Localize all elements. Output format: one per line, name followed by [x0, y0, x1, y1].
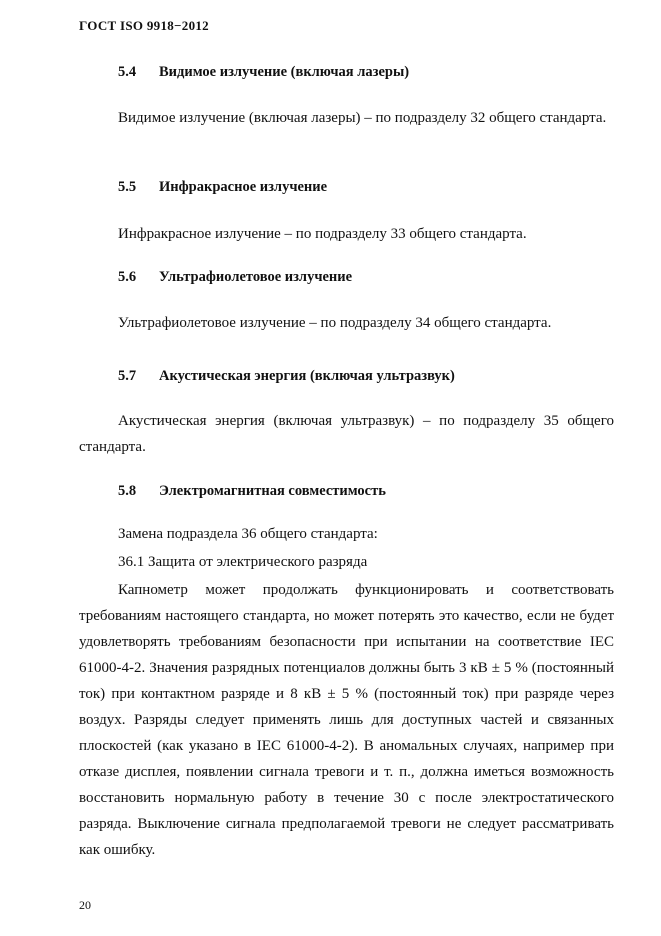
section-number: 5.4	[118, 64, 137, 80]
section-text-5-5: Инфракрасное излучение – по подразделу 33 общего стандарта.	[118, 226, 527, 242]
section-title: Видимое излучение (включая лазеры)	[159, 64, 410, 80]
section-heading-5-4	[118, 64, 409, 81]
section-title: Электромагнитная совместимость	[159, 483, 386, 499]
section-number: 5.8	[118, 483, 137, 499]
replacement-note: Замена подраздела 36 общего стандарта:	[118, 526, 378, 542]
page-number: 20	[79, 898, 91, 912]
section-text-5-4: Видимое излучение (включая лазеры) – по подразделу 32 общего стандарта.	[118, 110, 607, 126]
section-title: Инфракрасное излучение	[159, 179, 328, 195]
section-heading-5-7	[118, 368, 455, 385]
section-number: 5.6	[118, 269, 137, 285]
section-number: 5.5	[118, 179, 137, 195]
section-text-5-7: Акустическая энергия (включая ультразвук) – по подразделу 35 общего стандарта.	[79, 413, 614, 455]
section-title: Ультрафиолетовое излучение	[159, 269, 353, 285]
section-number: 5.7	[118, 368, 137, 384]
document-header: ГОСТ ISO 9918−2012	[79, 18, 209, 33]
section-heading-5-6	[118, 269, 352, 286]
section-heading-5-8	[118, 483, 386, 500]
body-paragraph: Капнометр может продолжать функционировать и соответствовать требованиям настоящего стандарта, но может потерять это качество, если не будет удовлетворять требованиям безопасности при испытании на соответствие IEC 61000-4-2. Значения разрядных потенциалов должны быть 3 кВ ± 5 % (постоянный ток) при контактном разряде и 8 кВ ± 5 % (постоянный ток) при разряде через воздух. Разряды следует применять лишь для доступных частей и связанных плоскостей (как указано в IEC 61000-4-2). В аномальных случаях, например при отказе дисплея, появлении сигнала тревоги и т. п., должна иметься возможность восстановить нормальную работу в течение 30 с после электростатического разряда. Выключение сигнала предполагаемой тревоги не следует рассматривать как ошибку.	[79, 582, 614, 858]
section-title: Акустическая энергия (включая ультразвук)	[159, 368, 455, 384]
section-heading-5-5	[118, 179, 327, 196]
section-text-5-6: Ультрафиолетовое излучение – по подразделу 34 общего стандарта.	[118, 315, 552, 331]
subsection-title: 36.1 Защита от электрического разряда	[118, 554, 368, 570]
